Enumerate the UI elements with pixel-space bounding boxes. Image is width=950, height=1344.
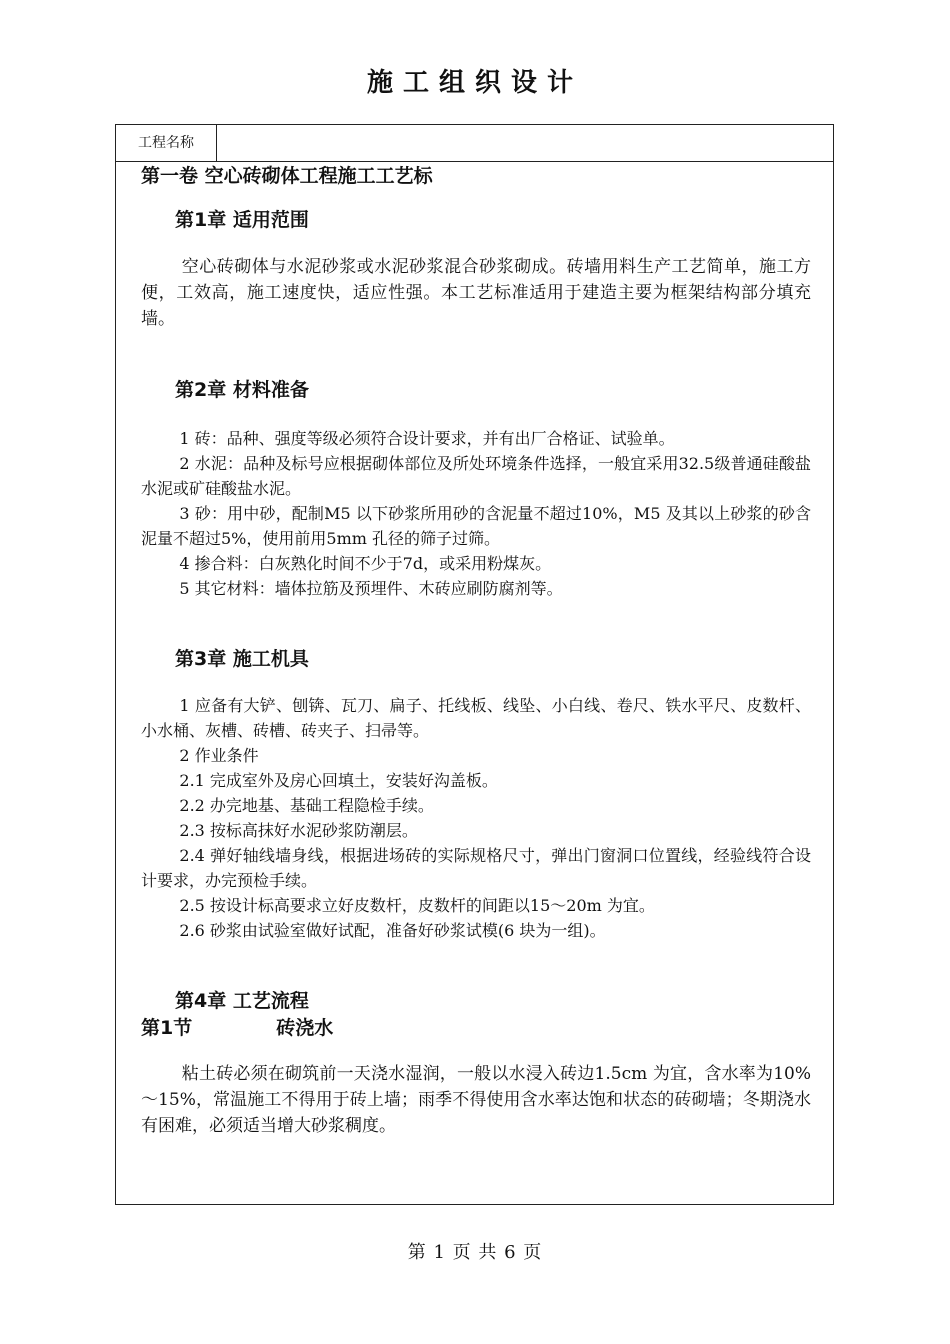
volume-heading: 第一卷 空心砖砌体工程施工工艺标 xyxy=(141,165,433,187)
chapter-3-item: 2.4 弹好轴线墙身线，根据进场砖的实际规格尺寸，弹出门窗洞口位置线，经验线符合设计要求，办完预检手续。 xyxy=(141,846,811,890)
chapter-3-item: 2.2 办完地基、基础工程隐检手续。 xyxy=(179,796,434,815)
page-footer: 第 1 页 共 6 页 xyxy=(407,1242,543,1263)
chapter-2-item: 3 砂：用中砂，配制M5 以下砂浆所用砂的含泥量不超过10%，M5 及其以上砂浆的砂含泥量不超过5%，使用前用5mm 孔径的筛子过筛。 xyxy=(141,504,811,548)
section-number: 第1节 xyxy=(141,1017,193,1039)
chapter-2-heading: 第2章 材料准备 xyxy=(175,379,309,401)
project-name-value xyxy=(217,125,833,161)
chapter-4-heading: 第4章 工艺流程 xyxy=(175,990,309,1012)
chapter-3-heading: 第3章 施工机具 xyxy=(175,648,309,670)
document-body xyxy=(141,162,811,1139)
chapter-1-heading: 第1章 适用范围 xyxy=(175,209,309,231)
chapter-2-item: 1 砖：品种、强度等级必须符合设计要求，并有出厂合格证、试验单。 xyxy=(179,429,675,448)
chapter-3-item: 1 应备有大铲、刨锛、瓦刀、扁子、托线板、线坠、小白线、卷尺、铁水平尺、皮数杆、小水桶、灰槽、砖槽、砖夹子、扫帚等。 xyxy=(141,696,811,740)
chapter-1-paragraph: 空心砖砌体与水泥砂浆或水泥砂浆混合砂浆砌成。砖墙用料生产工艺简单，施工方便，工效高，施工速度快，适应性强。本工艺标准适用于建造主要为框架结构部分填充墙。 xyxy=(141,257,811,329)
chapter-3-item: 2 作业条件 xyxy=(179,746,259,765)
chapter-2-item: 5 其它材料：墙体拉筋及预埋件、木砖应刷防腐剂等。 xyxy=(179,579,563,598)
chapter-3-item: 2.3 按标高抹好水泥砂浆防潮层。 xyxy=(179,821,418,840)
chapter-2-item: 2 水泥：品种及标号应根据砌体部位及所处环境条件选择，一般宜采用32.5级普通硅酸盐水泥或矿硅酸盐水泥。 xyxy=(141,454,811,498)
document-table xyxy=(115,124,834,1205)
section-1-paragraph: 粘土砖必须在砌筑前一天浇水湿润，一般以水浸入砖边1.5cm 为宜，含水率为10%～15%，常温施工不得用于砖上墙；雨季不得使用含水率达饱和状态的砖砌墙；冬期浇水有困难，必须适当增大砂浆稠度。 xyxy=(141,1064,811,1136)
chapter-3-item: 2.1 完成室外及房心回填土，安装好沟盖板。 xyxy=(179,771,498,790)
chapter-3-item: 2.6 砂浆由试验室做好试配，准备好砂浆试模(6 块为一组)。 xyxy=(179,921,606,940)
chapter-2-item: 4 掺合料：白灰熟化时间不少于7d，或采用粉煤灰。 xyxy=(179,554,552,573)
section-title: 砖浇水 xyxy=(276,1017,334,1039)
chapter-3-item: 2.5 按设计标高要求立好皮数杆，皮数杆的间距以15～20m 为宜。 xyxy=(179,896,655,915)
section-1-heading xyxy=(141,1015,811,1041)
project-name-row xyxy=(116,125,833,162)
project-name-label: 工程名称 xyxy=(116,125,217,161)
document-title: 施工组织设计 xyxy=(366,68,583,98)
